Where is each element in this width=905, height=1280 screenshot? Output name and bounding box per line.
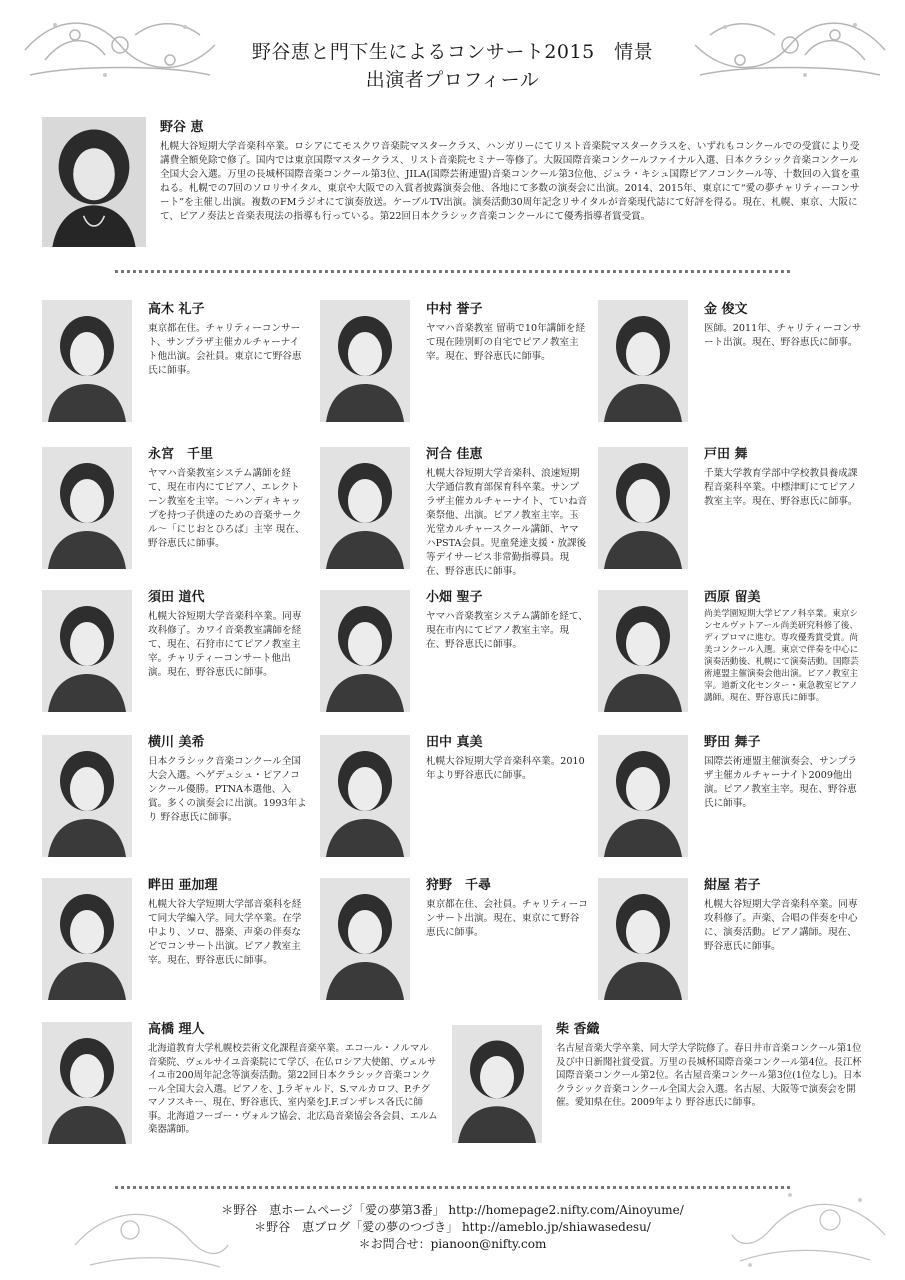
blog-link[interactable]: ＊野谷 恵ブログ「愛の夢のつづき」 http://ameblo.jp/shiawasedesu/ — [254, 1220, 651, 1234]
performer-bio: 札幌大谷短期大学音楽科卒業。同専攻科修了。カワイ音楽教室講師を経て、現在、石狩市にてピアノ教室主宰。チャリティーコンサート他出演。現在、野谷恵氏に師事。 — [148, 611, 302, 678]
portrait-image — [42, 590, 132, 712]
performer-bio: 札幌大谷短期大学音楽科卒業。2010年より野谷恵氏に師事。 — [426, 756, 585, 781]
performer-name: 横川 美希 — [148, 735, 205, 750]
performer-name: 河合 佳恵 — [426, 447, 483, 462]
portrait-image — [598, 300, 688, 422]
performer-bio: 国際芸術連盟主催演奏会、サンプラザ主催カルチャーナイト2009他出演。ピアノ教室主宰。現在、野谷恵氏に師事。 — [704, 756, 858, 809]
portrait-image — [320, 735, 410, 857]
section-divider — [115, 270, 790, 273]
performer-name: 柴 香織 — [556, 1022, 600, 1037]
portrait-image — [452, 1025, 542, 1143]
performer-name: 中村 誉子 — [426, 302, 483, 317]
portrait-image — [42, 1022, 132, 1144]
performer-photo — [42, 735, 132, 857]
performer-name: 畔田 亜加理 — [148, 878, 218, 893]
page-title: 野谷恵と門下生によるコンサート2015 情景 — [251, 41, 654, 63]
performer-name: 須田 道代 — [148, 590, 205, 605]
main-profile-name: 野谷 恵 — [160, 120, 204, 135]
portrait-image — [598, 447, 688, 569]
performer-name: 永宮 千里 — [148, 447, 214, 462]
performer-name: 狩野 千尋 — [426, 878, 492, 893]
performer-bio: 東京都在住。チャリティーコンサート、サンプラザ主催カルチャーナイト他出演。会社員。東京にて野谷恵氏に師事。 — [148, 323, 302, 376]
performer-photo — [320, 447, 410, 569]
performer-name: 西原 留美 — [704, 590, 761, 605]
performer-photo — [42, 300, 132, 422]
performer-photo — [452, 1025, 542, 1143]
performer-bio: 東京都在住、会社員。チャリティーコンサート出演。現在、東京にて野谷恵氏に師事。 — [426, 899, 588, 938]
performer-photo — [320, 300, 410, 422]
performer-name: 小畑 聖子 — [426, 590, 483, 605]
performer-photo — [598, 447, 688, 569]
performer-bio: ヤマハ音楽教室システム講師を経て、現在市内にてピアノ、エレクトーン教室を主宰。～ハンディキャップを持つ子供達のための音楽サークル～「にじおとひろば」主宰 現在、野谷恵氏に師事。 — [148, 468, 305, 549]
footer-divider — [115, 1186, 790, 1189]
performer-bio: 札幌大谷短期大学音楽科、浪速短期大学通信教育部保育科卒業。サンプラザ主催カルチャーナイト、ていね音楽祭他、出演。ピアノ教室主宰。玉光堂カルチャースクール講師、ヤマハPSTA会員。児童発達支援・放課後等デイサービス非常勤指導員。現在、野谷恵氏に師事。 — [426, 468, 588, 577]
performer-photo — [598, 878, 688, 1000]
portrait-image — [320, 300, 410, 422]
contact-email[interactable]: ＊お問合せ：pianoon@nifty.com — [358, 1237, 547, 1251]
performer-name: 田中 真美 — [426, 735, 483, 750]
performer-bio: 千葉大学教育学部中学校教員養成課程音楽科卒業。中標津町にてピアノ教室主宰。現在、野谷恵氏に師事。 — [704, 468, 858, 507]
portrait-image — [320, 878, 410, 1000]
performer-bio: ヤマハ音楽教室システム講師を経て、現在市内にてピアノ教室主宰。現在、野谷恵氏に師事。 — [426, 611, 588, 650]
performer-name: 野田 舞子 — [704, 735, 761, 750]
performer-photo — [598, 300, 688, 422]
performer-photo — [42, 590, 132, 712]
page-subtitle: 出演者プロフィール — [365, 69, 540, 91]
performer-bio: 札幌大谷短期大学音楽科卒業。同専攻科修了。声楽、合唱の伴奏を中心に、演奏活動。ピアノ講師。現在、野谷恵氏に師事。 — [704, 899, 858, 952]
portrait-image — [320, 447, 410, 569]
portrait-image — [42, 735, 132, 857]
performer-photo — [320, 735, 410, 857]
homepage-link[interactable]: ＊野谷 恵ホームページ「愛の夢第3番」 http://homepage2.nifty.com/Ainoyume/ — [221, 1203, 684, 1217]
portrait-image — [42, 300, 132, 422]
performer-photo — [320, 590, 410, 712]
performer-bio: 日本クラシック音楽コンクール全国大会入選。ヘゲデュシュ・ピアノコンクール優勝。PTNA本選他、入賞。多くの演奏会に出演。1993年より 野谷恵氏に師事。 — [148, 756, 307, 823]
portrait-image — [42, 878, 132, 1000]
performer-photo — [42, 1022, 132, 1144]
portrait-image — [320, 590, 410, 712]
footer — [150, 1202, 755, 1253]
performer-name: 戸田 舞 — [704, 447, 748, 462]
performer-photo — [42, 878, 132, 1000]
performer-name: 金 俊文 — [704, 302, 748, 317]
performer-bio: 札幌大谷大学短期大学部音楽科を経て同大学編入学。同大学卒業。在学中より、ソロ、器楽、声楽の伴奏などでコンサート出演。ピアノ教室主宰。現在、野谷恵氏に師事。 — [148, 899, 302, 966]
performer-photo — [598, 590, 688, 712]
main-profile-bio: 札幌大谷短期大学音楽科卒業。ロシアにてモスクワ音楽院マスタークラス、ハンガリーにてリスト音楽院マスタークラスを、いずれもコンクールでの受賞により受講費全額免除で修了。国内では東京国際マスタークラス、リスト音楽院セミナー等修了。大阪国際音楽コンクールファイナル入選、日本クラシック音楽コンクール全国大会入選。万里の長城杯国際音楽コンクール第3位、JILA(国際芸術連盟)音楽コンクール第3位他、ジュラ・キシュ国際ピアノコンクール等、十数回の入賞を重ねる。札幌での7回のソロリサイタル、東京や大阪での入賞者披露演奏会他、各地にて多数の演奏会に出演。2014、2015年、東京にて“愛の夢チャリティーコンサート”を主催し出演。複数のFMラジオにて演奏放送。ケーブルTV出演。演奏活動30周年記念リサイタルが音楽現代誌にて好評を得る。現在、札幌、東京、大阪にて、ピアノ奏法と音楽表現法の指導も行っている。第22回日本クラシック音楽コンクールにて優秀指導者賞受賞。 — [160, 141, 860, 222]
performer-bio: 医師。2011年、チャリティーコンサート出演。現在、野谷恵氏に師事。 — [704, 323, 862, 348]
performer-name: 高橋 理人 — [148, 1022, 205, 1037]
performer-bio: ヤマハ音楽教室 留萌で10年講師を経て現在陸別町の自宅でピアノ教室主宰。現在、野谷恵氏に師事。 — [426, 323, 586, 362]
performer-bio: 尚美学園短期大学ピアノ科卒業。東京シンセルヴァトアール尚美研究科修了後、ディプロマに進む。専攻優秀賞受賞。尚美コンクール入選。東京で伴奏を中心に演奏活動後、札幌にて演奏活動。国際芸術連盟主催演奏会他出演。ピアノ教室主宰。道新文化センター・東急教室ピアノ講師。現在、野谷恵氏に師事。 — [704, 609, 859, 703]
performer-name: 紺屋 若子 — [704, 878, 761, 893]
portrait-image — [598, 590, 688, 712]
performer-name: 高木 礼子 — [148, 302, 205, 317]
performer-photo — [42, 447, 132, 569]
performer-photo — [598, 735, 688, 857]
performer-bio: 名古屋音楽大学卒業、同大学大学院修了。春日井市音楽コンクール第1位及び中日新聞社賞受賞。万里の長城杯国際音楽コンクール第4位。長江杯国際音楽コンクール第2位。名古屋音楽コンクール第3位(1位なし)。日本クラシック音楽コンクール全国大会入選。名古屋、大阪等で演奏会を開催。愛知県在住。2009年より 野谷恵氏に師事。 — [556, 1043, 862, 1108]
portrait-image — [598, 878, 688, 1000]
title-block — [180, 38, 725, 94]
portrait-image — [598, 735, 688, 857]
performer-photo — [320, 878, 410, 1000]
performer-bio: 北海道教育大学札幌校芸術文化課程音楽卒業。エコール・ノルマル音楽院、ヴェルサイユ音楽院にて学び、在仏ロシア大使館、ヴェルサイユ市200周年記念等演奏活動。第22回日本クラシック音楽コンクール全国大会入選。ピアノを、J.ラギャルド、S.マルカロフ、P.チグマノフスキー、現在、野谷恵氏、室内楽をJ.F.ゴンザレス各氏に師事。北海道フーゴー・ヴォルフ協会、北広島音楽協会各会員、エルム楽器講師。 — [148, 1043, 438, 1135]
portrait-image — [42, 447, 132, 569]
main-profile-photo — [42, 117, 146, 247]
